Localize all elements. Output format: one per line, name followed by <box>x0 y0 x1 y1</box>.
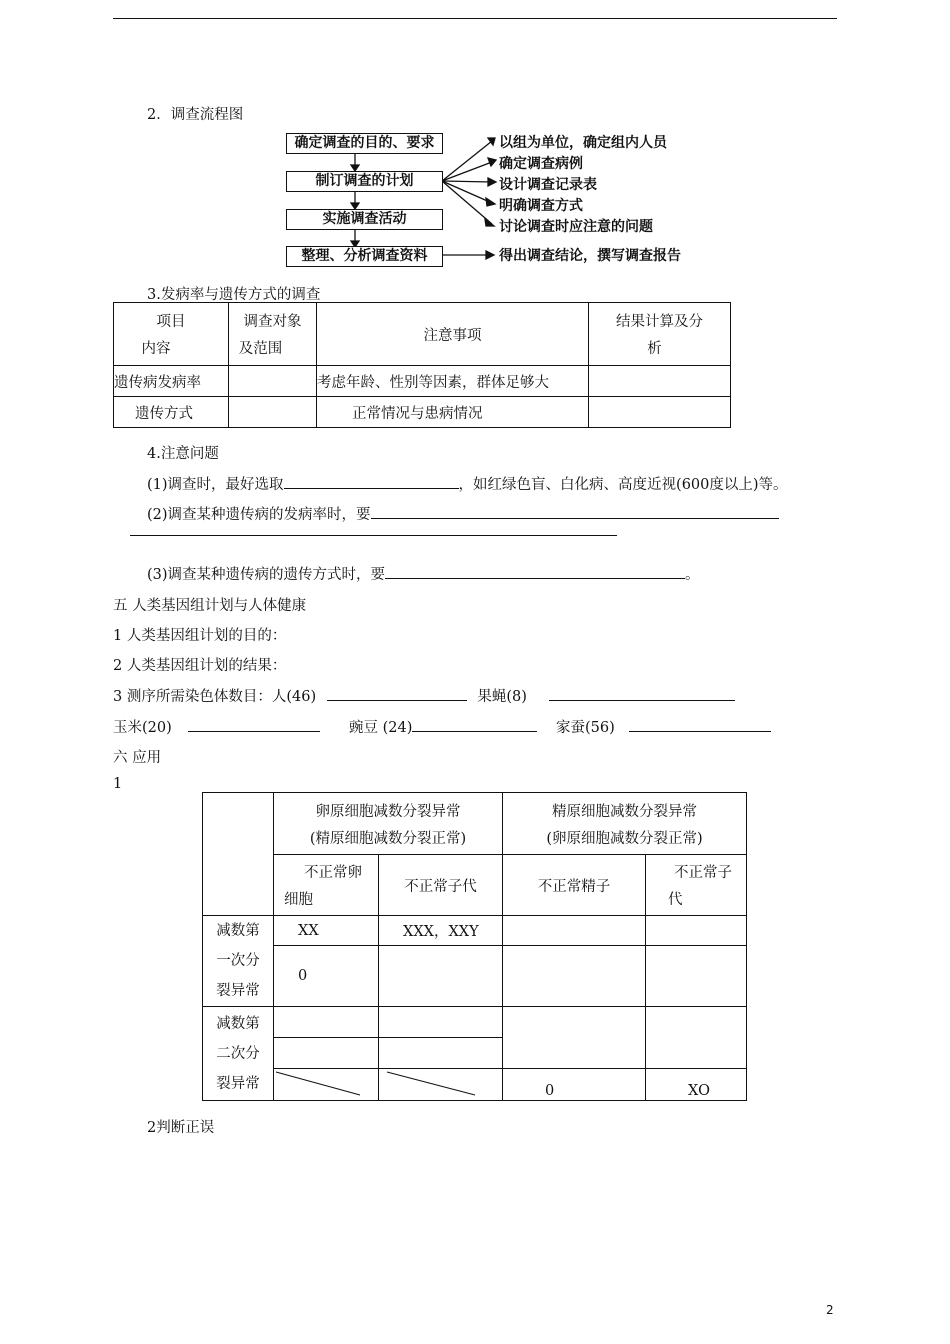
q2-prefix: (2)调查某种遗传病的发病率时，要 <box>147 507 371 523</box>
chromosome-line-2 <box>113 716 771 737</box>
cell-offspring-2 <box>646 916 747 946</box>
flow-step-3: 实施调查活动 <box>286 209 443 230</box>
q3-suffix: 。 <box>685 567 700 583</box>
header-scope-top: 调查对象 <box>243 314 302 330</box>
row-note: 考虑年龄、性别等因素，群体足够大 <box>317 366 589 397</box>
col-abnormal-sperm: 不正常精子 <box>503 855 646 916</box>
flow-step-1: 确定调查的目的、要求 <box>286 133 443 154</box>
cell-offspring-2 <box>646 946 747 1007</box>
col-abnormal-offspring-2 <box>646 855 747 916</box>
question-2 <box>147 503 779 524</box>
silkworm-label: 家蚕(56) <box>555 720 615 736</box>
genome-purpose: 1 人类基因组计划的目的： <box>113 628 287 644</box>
cell-sperm <box>503 1007 646 1069</box>
row-name: 遗传方式 <box>114 397 229 428</box>
egg-header-top: 卵原细胞减数分裂异常 <box>315 803 461 820</box>
cell-offspring <box>379 1038 503 1069</box>
mi-1: 减数第 <box>216 923 260 939</box>
section2-title: 2．调查流程图 <box>147 107 244 123</box>
meiosis-table <box>202 792 747 1101</box>
cell-offspring <box>379 916 503 946</box>
row-scope <box>229 397 317 428</box>
col-abnormal-egg-2: 细胞 <box>284 892 313 908</box>
blank-line <box>188 717 320 732</box>
col-abnormal-offspring: 不正常子代 <box>379 855 503 916</box>
section4-title: 4.注意问题 <box>147 446 219 462</box>
flow-step-4: 整理、分析调查资料 <box>286 246 443 267</box>
plan-item: 以组为单位，确定组内人员 <box>499 135 667 151</box>
blank-line-continued <box>130 535 617 536</box>
cell-offspring-slashed <box>379 1069 503 1101</box>
q3-prefix: (3)调查某种遗传病的遗传方式时，要 <box>147 567 386 583</box>
corner-cell <box>203 793 274 916</box>
cell-egg <box>274 946 379 1007</box>
cell-sperm-zero: 0 <box>545 1082 555 1099</box>
human-label: 3 测序所需染色体数目：人(46) <box>113 689 317 705</box>
row-name: 遗传病发病率 <box>114 366 229 397</box>
header-notes: 注意事项 <box>317 303 589 366</box>
section3-title: 3.发病率与遗传方式的调查 <box>147 287 321 303</box>
sperm-header-sub: (卵原细胞减数分裂正常) <box>546 830 703 847</box>
q1-prefix: (1)调查时，最好选取 <box>147 477 284 493</box>
sperm-abnormal-header <box>503 793 747 855</box>
plan-item: 讨论调查时应注意的问题 <box>499 219 653 235</box>
survey-table <box>113 302 731 428</box>
mi-2: 一次分 <box>216 953 260 969</box>
cell-sperm <box>503 1069 646 1101</box>
cell-egg-slashed <box>274 1069 379 1101</box>
egg-header-sub: (精原细胞减数分裂正常) <box>309 830 467 847</box>
blank-line <box>327 686 467 701</box>
page-number: 2 <box>826 1303 834 1317</box>
header-calc-top: 结果计算及分 <box>616 314 703 330</box>
section5-title: 五 人类基因组计划与人体健康 <box>113 598 307 614</box>
header-rule <box>113 18 837 19</box>
diagonal-slash <box>379 1069 502 1100</box>
row-note-text: 正常情况与患病情况 <box>352 405 483 422</box>
cell-egg <box>274 1038 379 1069</box>
cell-offspring-2 <box>646 1007 747 1069</box>
cell-sperm <box>503 946 646 1007</box>
chromosome-line <box>113 685 735 706</box>
section6-title: 六 应用 <box>113 750 162 766</box>
header-scope <box>229 303 317 366</box>
egg-abnormal-header <box>274 793 503 855</box>
col-abnormal-offspring-2-1: 不正常子 <box>674 865 732 881</box>
sperm-header-top: 精原细胞减数分裂异常 <box>552 803 697 820</box>
diagonal-slash <box>274 1069 378 1100</box>
header-scope-bottom: 及范围 <box>238 341 283 357</box>
cell-offspring-text: XXX，XXY <box>403 924 479 940</box>
blank-line <box>371 504 779 519</box>
col-abnormal-egg <box>274 855 379 916</box>
plan-item: 确定调查病例 <box>499 156 583 172</box>
header-item-bottom: 内容 <box>141 341 171 357</box>
row-note <box>317 397 589 428</box>
cell-offspring <box>379 946 503 1007</box>
fly-label: 果蝇(8) <box>477 689 527 705</box>
col-abnormal-egg-1: 不正常卵 <box>304 865 362 881</box>
mi-3: 裂异常 <box>216 983 260 999</box>
cell-egg-text: XX <box>298 922 319 939</box>
flow-step-2: 制订调查的计划 <box>286 171 443 192</box>
plan-item: 明确调查方式 <box>499 198 583 214</box>
header-item-top: 项目 <box>156 314 186 330</box>
row-scope <box>229 366 317 397</box>
q1-suffix: ，如红绿色盲、白化病、高度近视(600度以上)等。 <box>458 477 788 493</box>
cell-egg <box>274 916 379 946</box>
header-item <box>114 303 229 366</box>
question-3 <box>147 563 700 584</box>
cell-offspring-xo: XO <box>688 1082 710 1099</box>
row-meiosis-2 <box>203 1007 274 1101</box>
header-calc <box>589 303 731 366</box>
blank-line <box>549 686 735 701</box>
item-1-number: 1 <box>113 776 123 792</box>
flow-result: 得出调查结论，撰写调查报告 <box>499 248 681 264</box>
pea-label: 豌豆 (24) <box>348 720 413 736</box>
cell-offspring <box>379 1007 503 1038</box>
question-1 <box>147 473 788 494</box>
genome-result: 2 人类基因组计划的结果： <box>113 658 287 674</box>
blank-line <box>284 474 459 489</box>
row-calc <box>589 366 731 397</box>
col-abnormal-offspring-2-2: 代 <box>668 892 683 908</box>
row-meiosis-1 <box>203 916 274 1007</box>
cell-egg-zero: 0 <box>298 968 308 984</box>
plan-item: 设计调查记录表 <box>499 177 597 193</box>
item-2-title: 2判断正误 <box>147 1120 215 1136</box>
mii-2: 二次分 <box>216 1045 260 1062</box>
header-calc-bottom: 析 <box>647 341 662 357</box>
mii-3: 裂异常 <box>216 1075 260 1092</box>
corn-label: 玉米(20) <box>113 720 172 736</box>
blank-line <box>629 717 771 732</box>
cell-offspring-2 <box>646 1069 747 1101</box>
blank-line <box>385 564 685 579</box>
mii-1: 减数第 <box>216 1015 260 1032</box>
blank-line <box>412 717 537 732</box>
cell-egg <box>274 1007 379 1038</box>
row-calc <box>589 397 731 428</box>
cell-sperm <box>503 916 646 946</box>
